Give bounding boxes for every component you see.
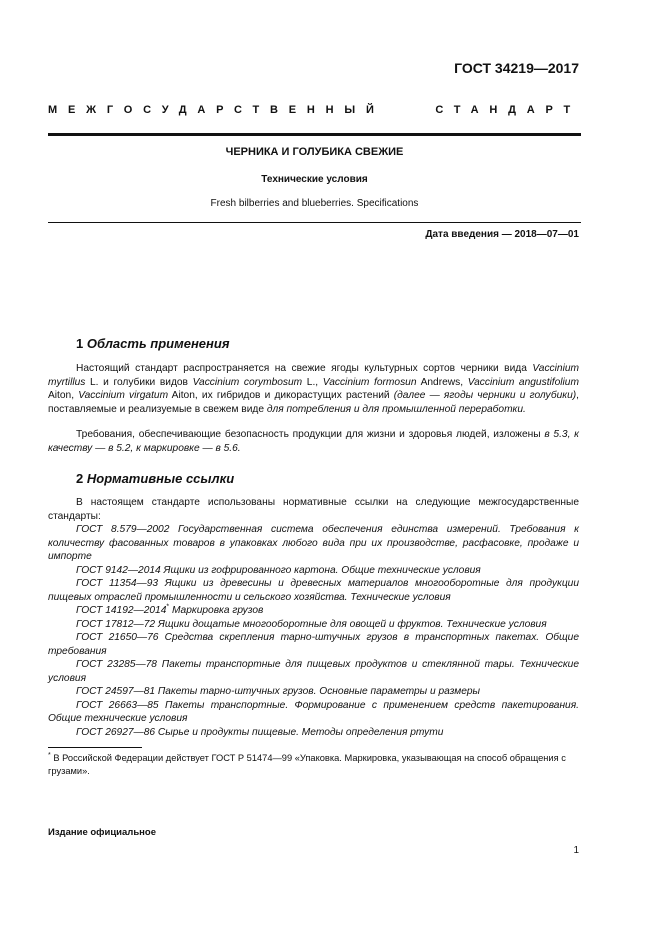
reference-code: ГОСТ 14192—2014 bbox=[76, 605, 167, 616]
footnote-mark: * bbox=[48, 751, 51, 759]
standard-title: ЧЕРНИКА И ГОЛУБИКА СВЕЖИЕ bbox=[225, 146, 404, 158]
normative-references bbox=[48, 496, 579, 739]
references-intro: В настоящем стандарте использованы нормативные ссылки на следующие межгосударственные стандарты: bbox=[48, 497, 579, 522]
reference-item bbox=[48, 564, 579, 578]
reference-title: Пакеты тарно-штучных грузов. Основные параметры и размеры bbox=[155, 686, 481, 697]
text-run: L., bbox=[302, 376, 323, 388]
text-run: Настоящий стандарт распространяется на свежие ягоды культурных сортов черники вида bbox=[76, 363, 533, 374]
standard-english-title: Fresh bilberries and blueberries. Specifications bbox=[210, 198, 419, 209]
reference-title: Государственная система обеспечения единства измерений. Требования к количеству фасованных товаров в упаковках любого вида при их производстве, расфасовке, продаже и импорте bbox=[48, 524, 579, 562]
introduction-date: Дата введения — 2018—07—01 bbox=[425, 229, 579, 240]
footnote-ref-mark: * bbox=[166, 603, 170, 611]
section-title: Область применения bbox=[86, 336, 230, 351]
text-run: для потребления и для промышленной переработки. bbox=[266, 403, 526, 415]
reference-title: Ящики из древесины и древесных материалов многооборотные для продукции пищевых отраслей промышленности и сельского хозяйства. Технические условия bbox=[48, 578, 579, 603]
text-run: Andrews, bbox=[416, 376, 468, 388]
gost-code: ГОСТ 34219—2017 bbox=[454, 60, 579, 76]
reference-title: Маркировка грузов bbox=[169, 605, 264, 616]
reference-title: Пакеты транспортные. Формирование с применением средств пакетирования. Общие технические условия bbox=[48, 699, 579, 724]
footnote-text: В Российской Федерации действует ГОСТ Р 51474—99 «Упаковка. Маркировка, указывающая на способ обращения с грузами». bbox=[48, 753, 566, 776]
section-number: 2 bbox=[76, 471, 84, 486]
interstate-word: МЕЖГОСУДАРСТВЕННЫЙ bbox=[48, 104, 385, 116]
reference-item bbox=[48, 726, 579, 740]
reference-title: Сырье и продукты пищевые. Методы определения ртути bbox=[155, 726, 444, 738]
text-run: Vaccinium formosun bbox=[322, 376, 417, 388]
text-run: Требования, обеспечивающие безопасность продукции для жизни и здоровья людей, изложены bbox=[76, 429, 545, 440]
reference-item bbox=[48, 618, 579, 632]
reference-item bbox=[48, 604, 579, 618]
reference-title: Средства скрепления тарно-штучных грузов в транспортных пакетах. Общие требования bbox=[48, 632, 579, 657]
reference-item bbox=[48, 523, 579, 564]
reference-item bbox=[48, 685, 579, 699]
reference-item bbox=[48, 577, 579, 604]
text-run: Vaccinium corymbosum bbox=[192, 376, 303, 388]
text-run: Vaccinium myrtillus bbox=[48, 363, 579, 388]
standard-subtitle: Технические условия bbox=[261, 174, 368, 185]
reference-code: ГОСТ 17812—72 bbox=[76, 618, 156, 630]
thin-divider bbox=[48, 222, 581, 223]
reference-code: ГОСТ 26927—86 bbox=[76, 726, 156, 738]
reference-code: ГОСТ 11354—93 bbox=[76, 578, 159, 589]
reference-item bbox=[48, 658, 579, 685]
reference-title: Ящики дощатые многооборотные для овощей и фруктов. Технические условия bbox=[155, 618, 547, 630]
section-number: 1 bbox=[76, 336, 84, 351]
official-edition-label: Издание официальное bbox=[48, 827, 156, 838]
reference-list bbox=[48, 523, 579, 739]
section-1-heading bbox=[76, 336, 230, 351]
standard-word: СТАНДАРТ bbox=[435, 104, 581, 116]
text-run: в 5.3, к качеству — в 5.2, к маркировке — в 5.6. bbox=[48, 429, 579, 454]
reference-code: ГОСТ 9142—2014 bbox=[76, 564, 161, 576]
footnote bbox=[48, 752, 579, 777]
text-run: (далее — ягоды черники и голубики) bbox=[393, 390, 577, 401]
reference-code: ГОСТ 26663—85 bbox=[76, 699, 159, 711]
text-run: Vaccinium angustifolium bbox=[467, 376, 579, 388]
reference-item bbox=[48, 699, 579, 726]
reference-title: Пакеты транспортные для пищевых продуктов и стеклянной тары. Технические условия bbox=[48, 659, 579, 684]
reference-code: ГОСТ 8.579—2002 bbox=[76, 524, 170, 535]
section-2-heading bbox=[76, 471, 234, 486]
scope-paragraph-1 bbox=[48, 362, 579, 416]
reference-item bbox=[48, 631, 579, 658]
text-run: Aiton, bbox=[48, 390, 79, 401]
footnote-divider bbox=[48, 747, 142, 748]
text-run: , поставляемые и реализуемые в свежем виде bbox=[48, 390, 579, 415]
text-run: Vaccinium virgatum bbox=[78, 390, 169, 401]
text-run: L. и голубики видов bbox=[85, 376, 193, 388]
reference-code: ГОСТ 23285—78 bbox=[76, 659, 157, 670]
reference-title: Ящики из гофрированного картона. Общие технические условия bbox=[160, 564, 481, 576]
reference-code: ГОСТ 24597—81 bbox=[76, 686, 156, 697]
section-title: Нормативные ссылки bbox=[86, 471, 235, 486]
page-number: 1 bbox=[573, 845, 579, 856]
scope-paragraph-2 bbox=[48, 428, 579, 455]
text-run: Aiton, их гибридов и дикорастущих растений bbox=[168, 390, 394, 401]
thick-divider bbox=[48, 133, 581, 136]
reference-code: ГОСТ 21650—76 bbox=[76, 632, 159, 643]
